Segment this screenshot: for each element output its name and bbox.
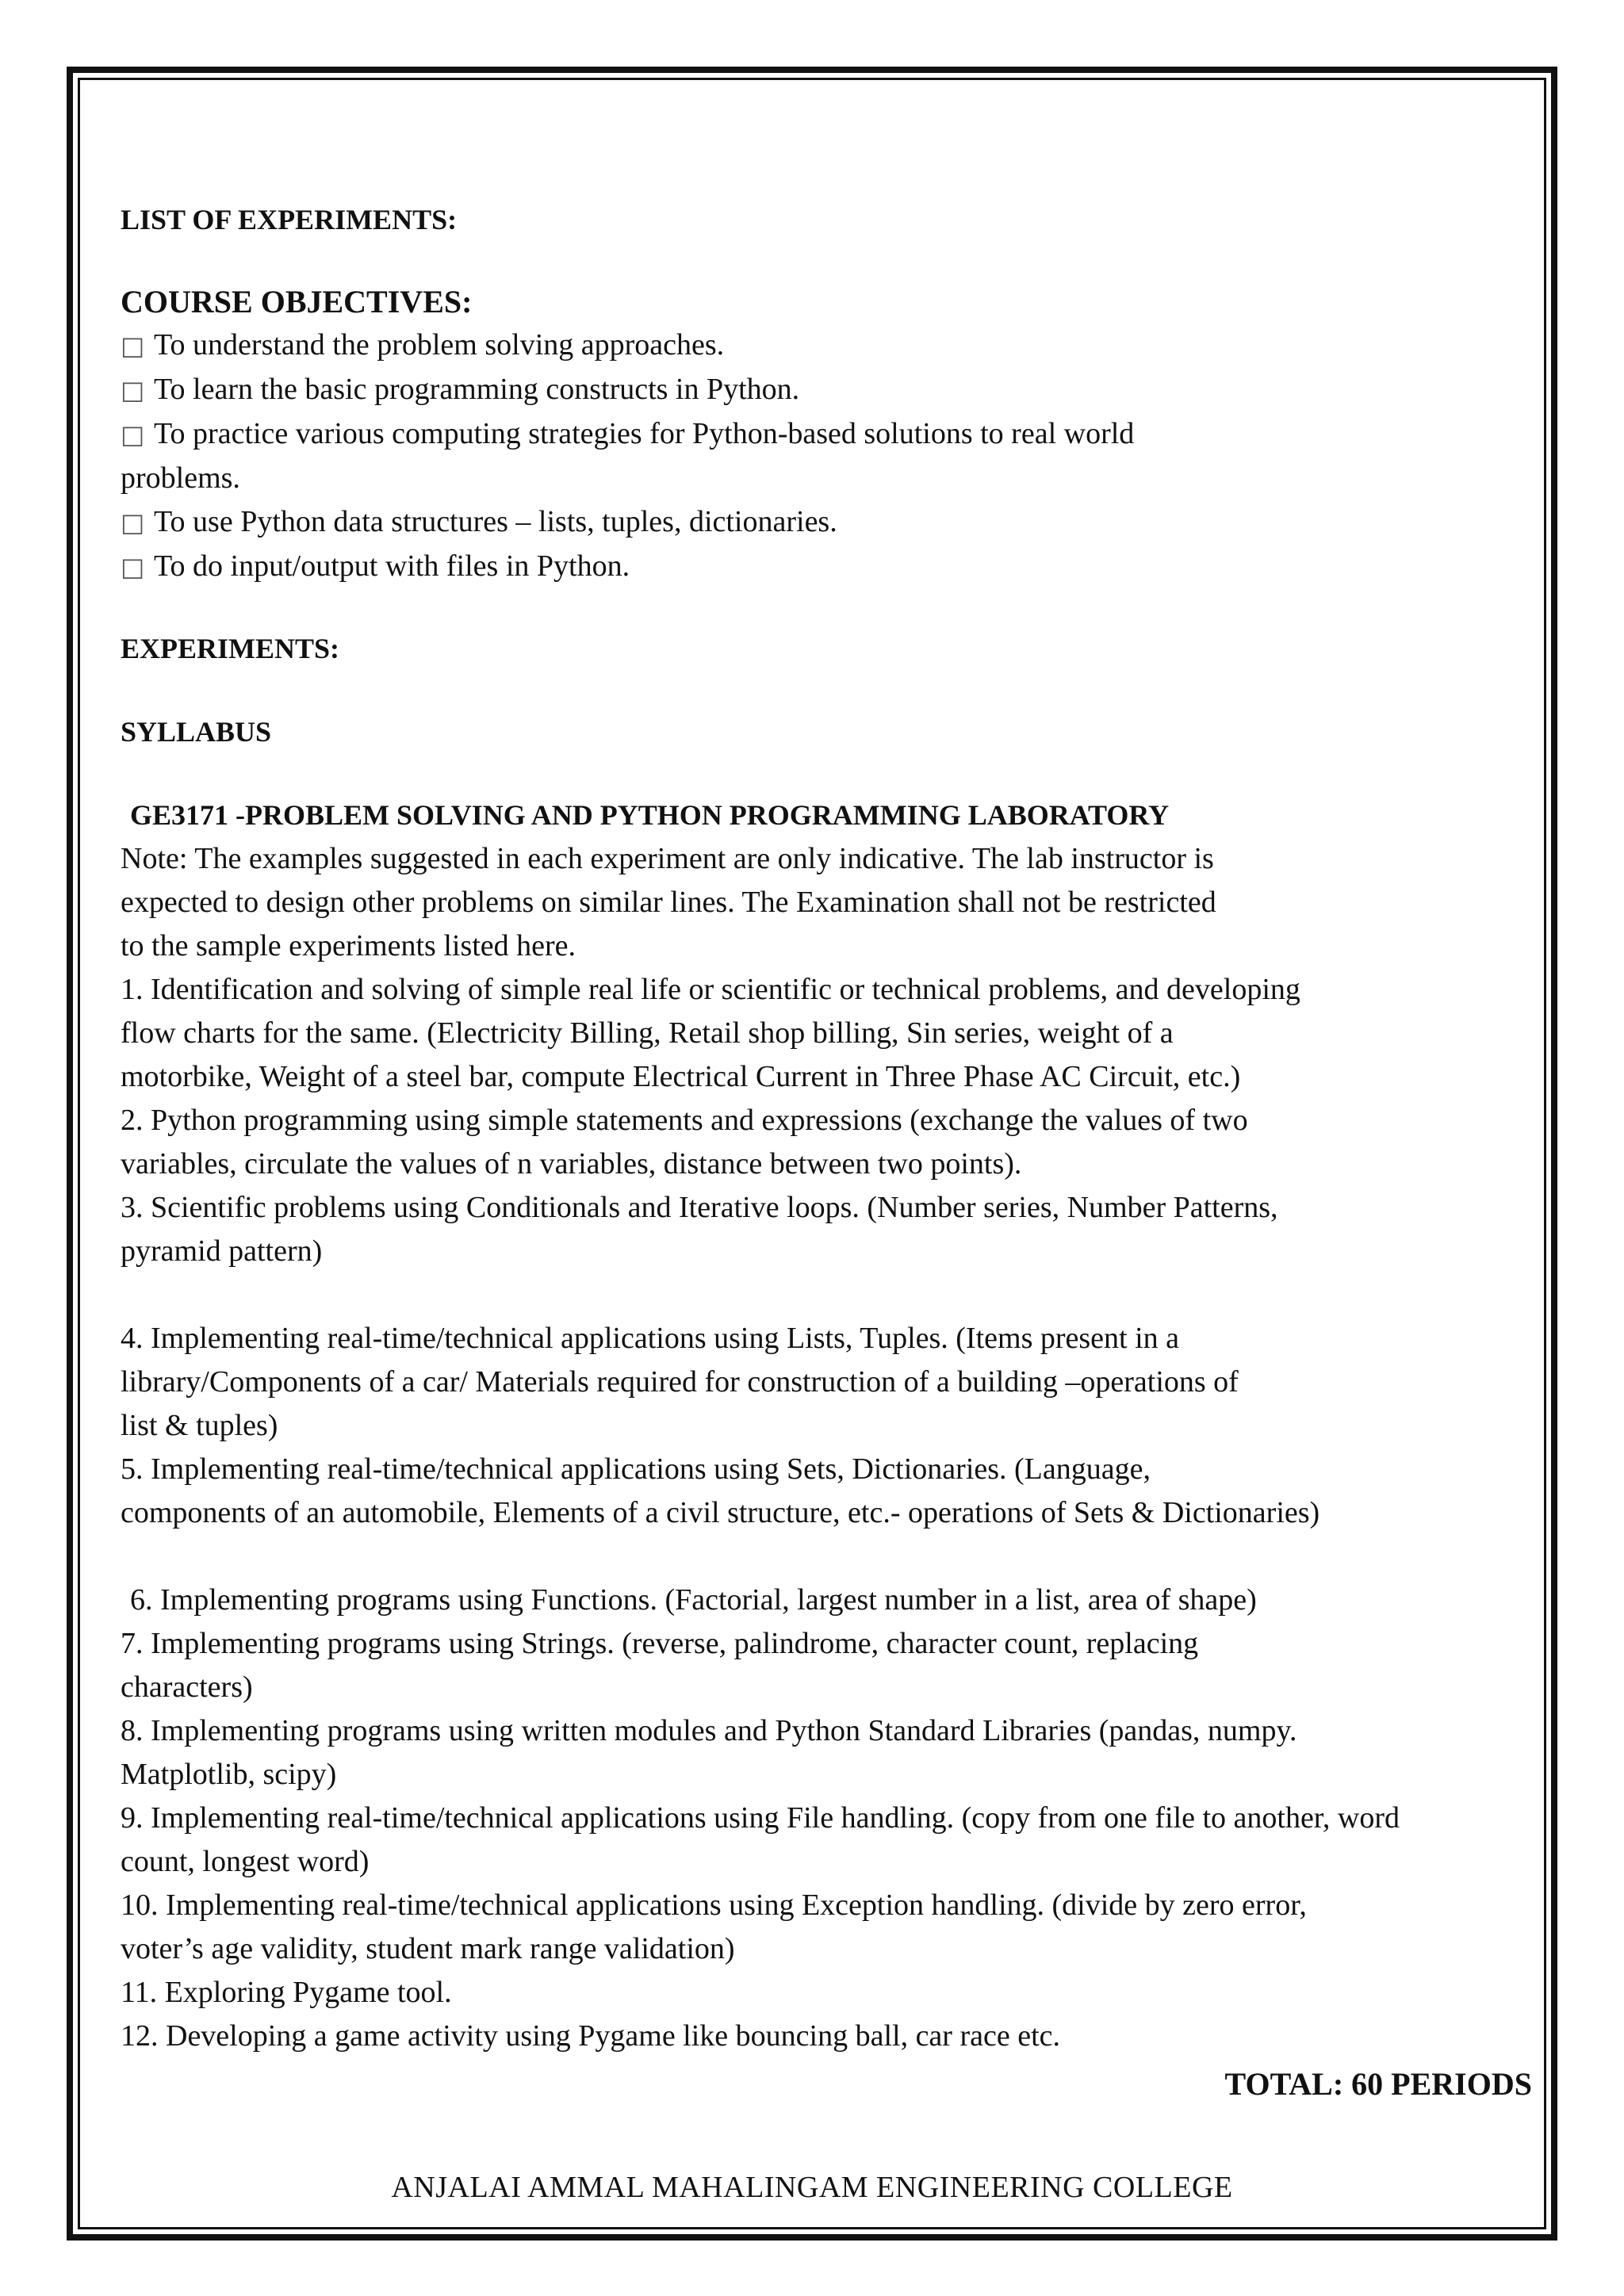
experiment-2-line: variables, circulate the values of n variables, distance between two points). (121, 1147, 1022, 1181)
college-footer: ANJALAI AMMAL MAHALINGAM ENGINEERING COLLEGE (391, 2171, 1233, 2204)
experiment-6-line: 6. Implementing programs using Functions. (Factorial, largest number in a list, area of shape) (130, 1583, 1257, 1617)
experiment-5-line: components of an automobile, Elements of a civil structure, etc.- operations of Sets & Dictionaries) (121, 1496, 1320, 1529)
experiment-8-line: Matplotlib, scipy) (121, 1758, 337, 1791)
objective-item: □ To practice various computing strategies for Python-based solutions to real world (121, 412, 1532, 457)
syllabus-heading: SYLLABUS (121, 716, 272, 748)
objective-item: □ To learn the basic programming constructs in Python. (121, 368, 1532, 412)
experiment-7-line: 7. Implementing programs using Strings. (reverse, palindrome, character count, replacing (121, 1627, 1199, 1660)
experiment-1-line: motorbike, Weight of a steel bar, compute Electrical Current in Three Phase AC Circuit, etc.) (121, 1060, 1241, 1093)
experiment-12-line: 12. Developing a game activity using Pygame like bouncing ball, car race etc. (121, 2019, 1060, 2053)
experiment-4-line: 4. Implementing real-time/technical applications using Lists, Tuples. (Items present in a (121, 1322, 1180, 1355)
objective-item: □ To understand the problem solving approaches. (121, 323, 1532, 368)
experiment-9-line: count, longest word) (121, 1845, 370, 1878)
objective-item-continuation: problems. (121, 461, 240, 495)
experiment-10-line: 10. Implementing real-time/technical applications using Exception handling. (divide by zero error, (121, 1888, 1307, 1922)
course-title: GE3171 -PROBLEM SOLVING AND PYTHON PROGRAMMING LABORATORY (130, 799, 1170, 831)
experiment-10-line: voter’s age validity, student mark range validation) (121, 1932, 735, 1965)
experiment-4-line: library/Components of a car/ Materials required for construction of a building –operations of (121, 1365, 1239, 1399)
experiment-9-line: 9. Implementing real-time/technical applications using File handling. (copy from one file to another, word (121, 1801, 1400, 1835)
course-objectives-heading: COURSE OBJECTIVES: (121, 284, 473, 320)
note-line: expected to design other problems on similar lines. The Examination shall not be restricted (121, 886, 1216, 919)
experiment-4-line: list & tuples) (121, 1409, 278, 1442)
note-line: to the sample experiments listed here. (121, 929, 576, 962)
experiment-5-line: 5. Implementing real-time/technical applications using Sets, Dictionaries. (Language, (121, 1452, 1151, 1486)
note-line: Note: The examples suggested in each experiment are only indicative. The lab instructor is (121, 842, 1214, 875)
experiment-1-line: 1. Identification and solving of simple real life or scientific or technical problems, and developing (121, 973, 1300, 1006)
experiment-11-line: 11. Exploring Pygame tool. (121, 1976, 452, 2009)
list-of-experiments-heading: LIST OF EXPERIMENTS: (121, 204, 458, 235)
experiments-heading: EXPERIMENTS: (121, 633, 340, 664)
experiment-3-line: 3. Scientific problems using Conditionals and Iterative loops. (Number series, Number Patterns, (121, 1191, 1278, 1224)
experiment-1-line: flow charts for the same. (Electricity Billing, Retail shop billing, Sin series, weight of a (121, 1016, 1174, 1050)
page-content (121, 198, 1532, 2058)
experiment-2-line: 2. Python programming using simple statements and expressions (exchange the values of two (121, 1104, 1248, 1137)
experiment-3-line: pyramid pattern) (121, 1234, 323, 1268)
experiment-7-line: characters) (121, 1670, 253, 1704)
experiment-8-line: 8. Implementing programs using written modules and Python Standard Libraries (pandas, numpy. (121, 1714, 1297, 1747)
objective-item: □ To do input/output with files in Python. (121, 545, 1532, 589)
total-periods: TOTAL: 60 PERIODS (1224, 2066, 1532, 2102)
objective-item: □ To use Python data structures – lists, tuples, dictionaries. (121, 500, 1532, 545)
